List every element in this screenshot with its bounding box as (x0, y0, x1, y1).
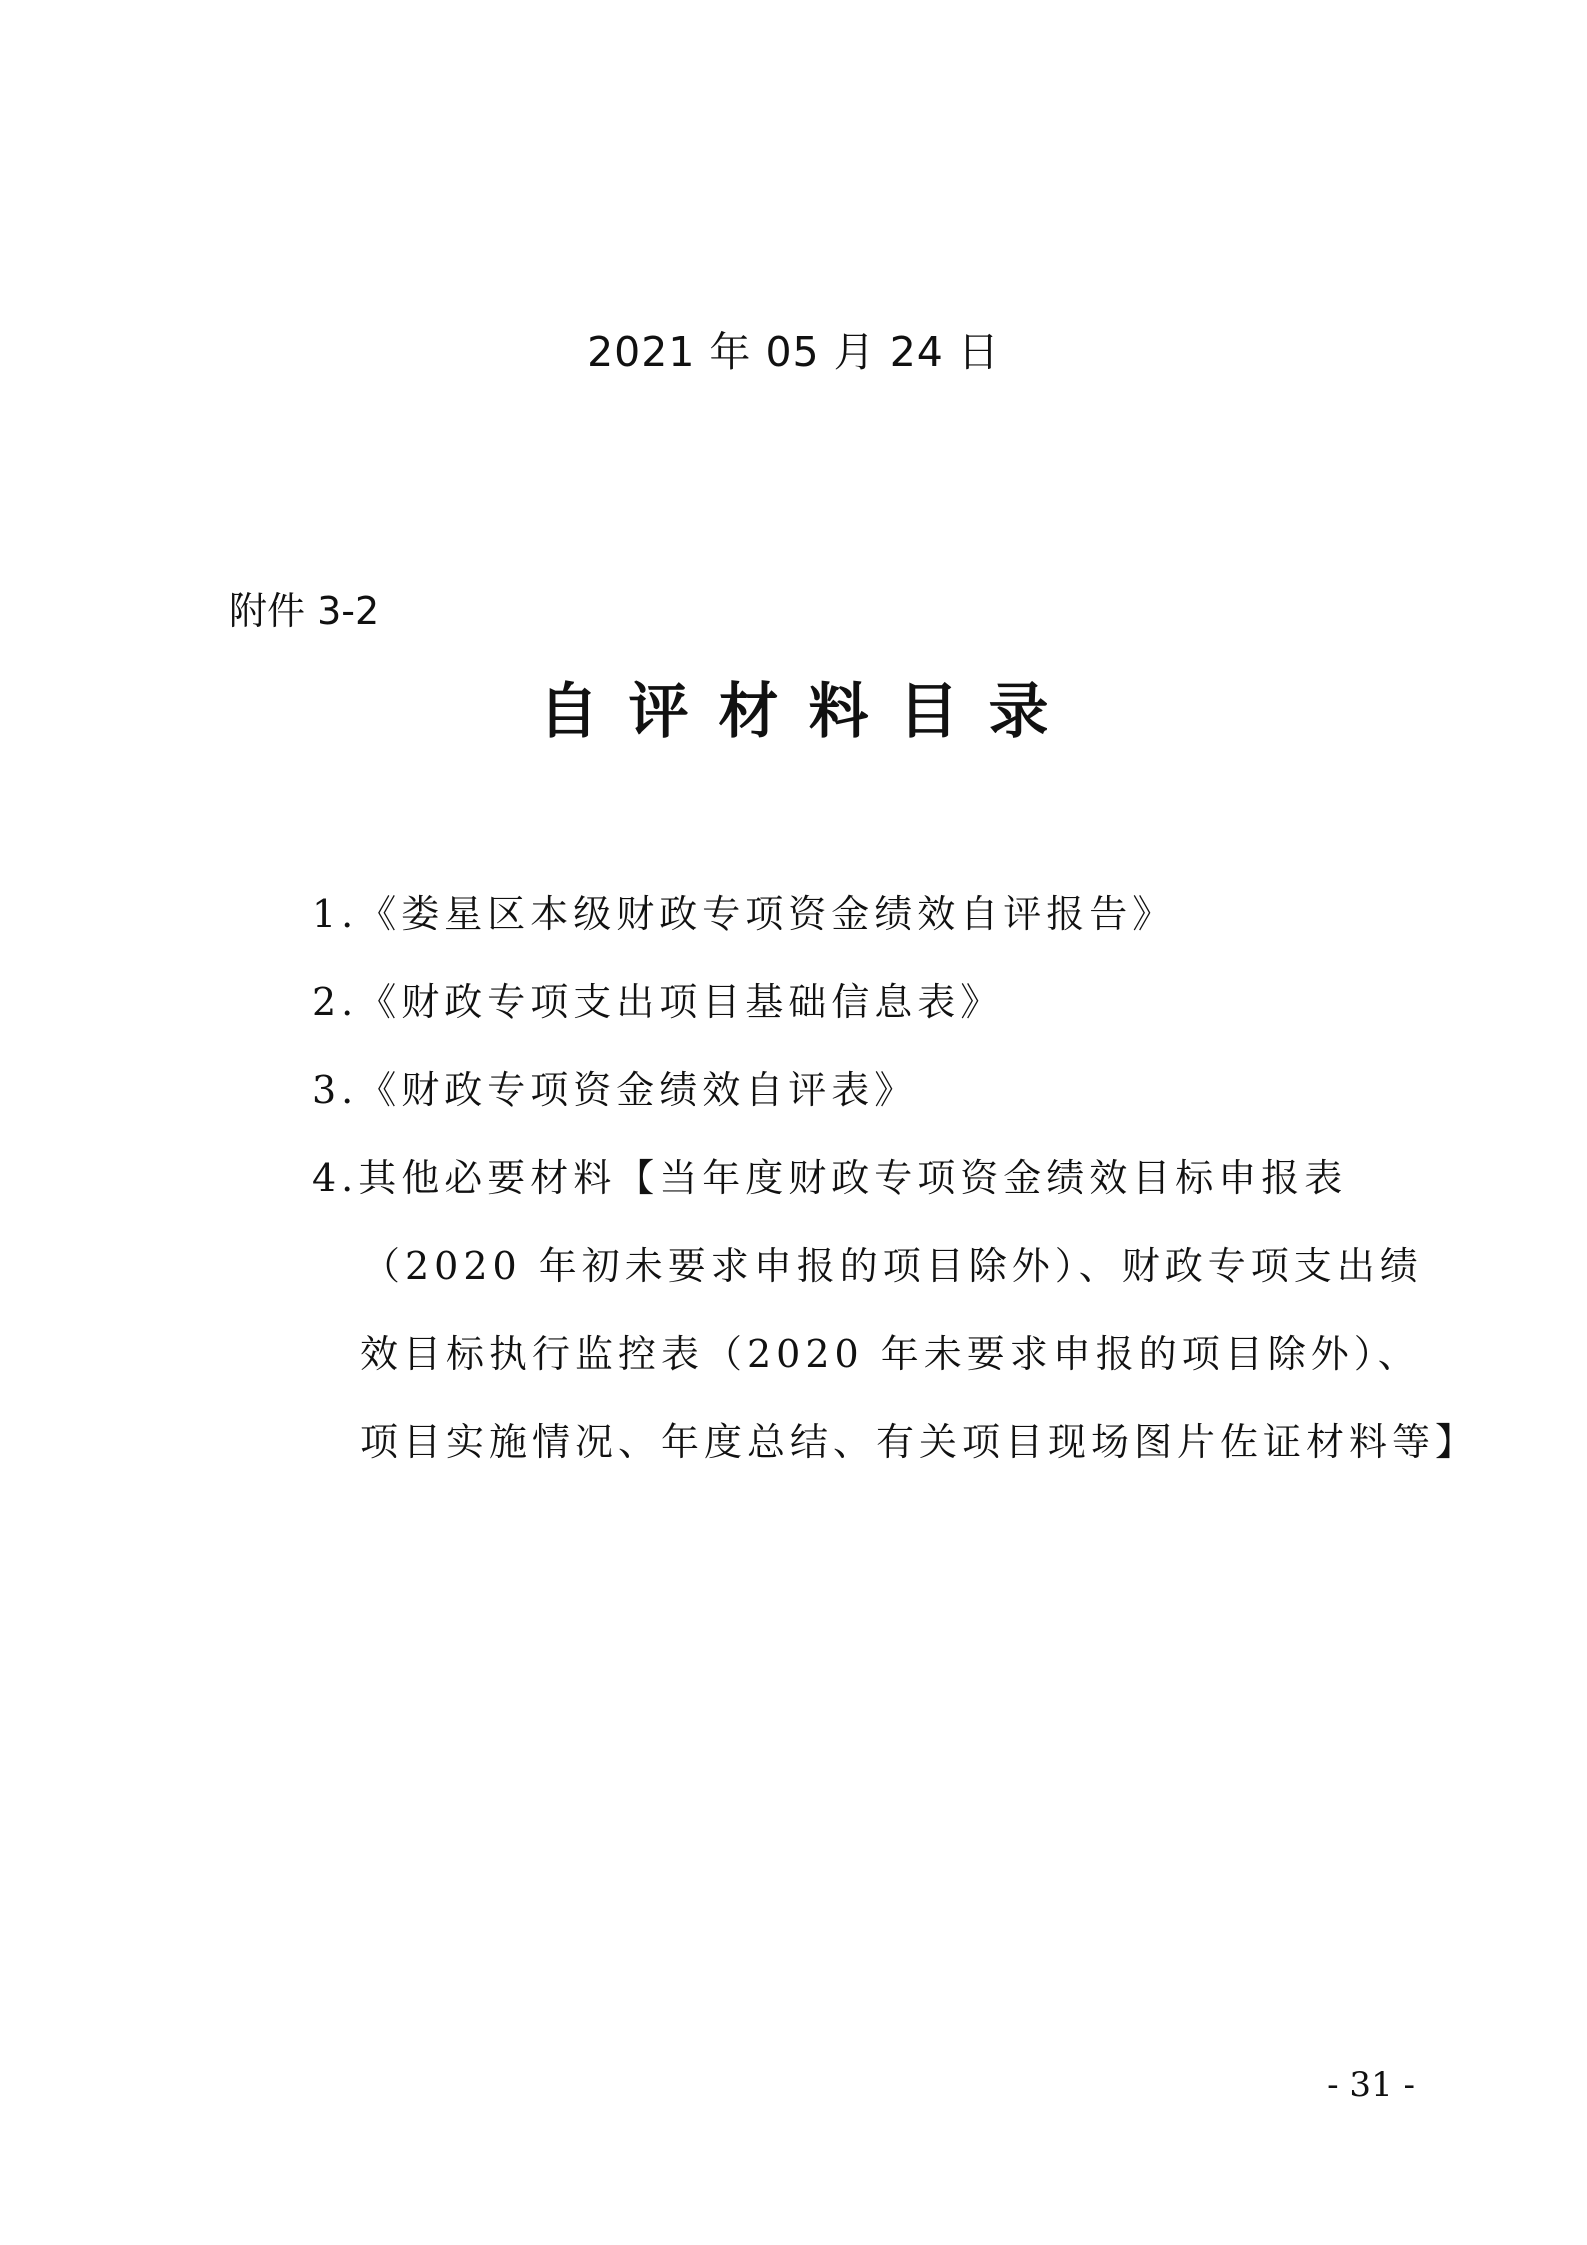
page-title: 自评材料目录 (538, 677, 1079, 747)
attachment-label: 附件 3-2 (229, 589, 380, 633)
toc-item-4-line-3: 效目标执行监控表（2020 年未要求申报的项目除外）、 (360, 1332, 1421, 1376)
toc-item-4-line-2: （2020 年初未要求申报的项目除外）、财政专项支出绩 (362, 1244, 1423, 1288)
toc-list (312, 870, 1479, 1486)
document-date: 2021 年 05 月 24 日 (587, 328, 1000, 376)
toc-item-3: 3.《财政专项资金绩效自评表》 (312, 1068, 918, 1112)
page-number: - 31 - (1327, 2065, 1415, 2105)
toc-item-2: 2.《财政专项支出项目基础信息表》 (312, 980, 1004, 1024)
toc-item-4-line-1: 4.其他必要材料【当年度财政专项资金绩效目标申报表 (312, 1156, 1348, 1200)
toc-item-1: 1.《娄星区本级财政专项资金绩效自评报告》 (312, 892, 1176, 936)
toc-item-4 (312, 1134, 1479, 1486)
toc-item-4-line-4: 项目实施情况、年度总结、有关项目现场图片佐证材料等】 (360, 1420, 1479, 1464)
